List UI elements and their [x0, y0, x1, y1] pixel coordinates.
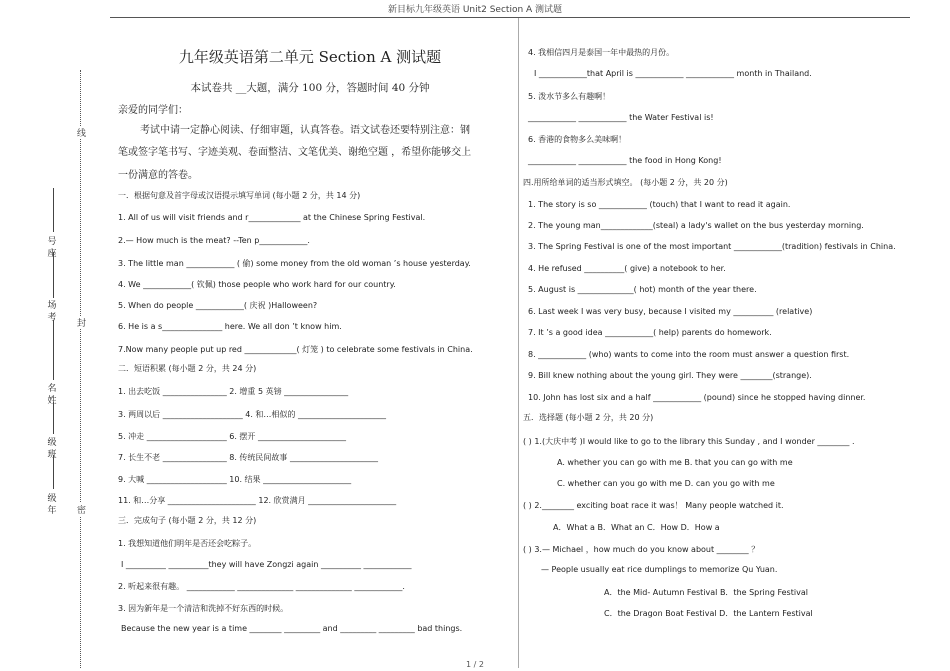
question-line: 6. He is a s_______________ here. We all don ’t know him.	[118, 322, 342, 331]
question-line: 5. August is ______________( hot) month of the year there.	[528, 285, 757, 294]
grade-line	[53, 455, 54, 489]
question-line: 6. 香港的食物多么美味啊！	[528, 135, 627, 144]
intro-line-1: 考试中请一定静心阅读、仔细审题，认真答卷。语文试卷还要特别注意：钢	[140, 125, 470, 136]
question-line: 3. The Spring Festival is one of the most important ____________(tradition) festivals in China.	[528, 242, 896, 251]
question-line: 1. All of us will visit friends and r_____________ at the Chinese Spring Festival.	[118, 213, 426, 222]
question-line: ____________ ____________ the food in Hong Kong!	[528, 156, 722, 165]
question-line: Because the new year is a time ________ _________ and _________ _________ bad things.	[121, 624, 463, 633]
question-line: A．What a B．What an C．How D．How a	[553, 523, 720, 532]
question-line: 1. The story is so ____________ (touch) that I want to read it again.	[528, 200, 791, 209]
intro-line-2: 笔或签字笔书写、字迹美观、卷面整洁、文笔优美、谢绝空题 ，希望你能够交上	[118, 147, 472, 158]
question-line: 7.Now many people put up red _____________( 灯笼 ) to celebrate some festivals in China.	[118, 345, 473, 354]
column-divider	[518, 18, 519, 668]
grade-label: 级 年	[47, 494, 57, 516]
page-number: 1 / 2	[466, 660, 484, 669]
name-line	[53, 320, 54, 380]
question-line: 2.— How much is the meat? --Ten p____________.	[118, 236, 310, 245]
question-line: 7. 长生不老 ________________ 8. 传统民间故事 ______________________	[118, 453, 378, 462]
question-line: I __________ __________they will have Zongzi again __________ ____________	[121, 560, 412, 569]
section-heading: 二．短语积累 (每小题 2 分，共 24 分)	[118, 364, 257, 373]
binding-dotted-line	[80, 70, 81, 668]
question-line: ( ) 2.________ exciting boat race it was！ Many people watched it.	[523, 501, 784, 510]
exam-room-label: 场 考	[47, 301, 57, 323]
question-line: 5. When do people ____________( 庆祝 )Halloween?	[118, 301, 318, 310]
question-line: 7. It ’s a good idea ____________( help) parents do homework.	[528, 328, 772, 337]
question-line: 1. 我想知道他们明年是否还会吃粽子。	[118, 539, 257, 548]
exam-room-line	[53, 252, 54, 298]
question-line: 8. ____________ (who) wants to come into the room must answer a question first.	[528, 350, 850, 359]
seat-number-label: 号 座	[47, 237, 57, 259]
question-line: 5. 泼水节多么有趣啊！	[528, 92, 611, 101]
page-header: 新目标九年级英语 Unit2 Section A 测试题	[387, 5, 563, 15]
question-line: 11. 和…分享 ______________________ 12. 欣赏满月 ______________________	[118, 496, 397, 505]
intro-line-3: 一份满意的答卷。	[118, 170, 198, 181]
binding-word-feng: 封	[77, 316, 86, 329]
section-heading: 一．根据句意及首字母或汉语提示填写单词 (每小题 2 分，共 14 分)	[118, 191, 361, 200]
question-line: 3. 因为新年是一个清洁和洗掉不好东西的时候。	[118, 604, 289, 613]
class-line	[53, 402, 54, 434]
question-line: I ____________that April is ____________ ____________ month in Thailand.	[534, 69, 812, 78]
page-title: 九年级英语第二单元 Section A 测试题	[178, 48, 442, 66]
question-line: 10. John has lost six and a half ____________ (pound) since he stopped having dinner.	[528, 393, 866, 402]
section-heading: 三．完成句子 (每小题 2 分，共 12 分)	[118, 516, 257, 525]
question-line: 9. Bill knew nothing about the young girl. They were ________(strange).	[528, 371, 812, 380]
question-line: C. whether can you go with me D. can you go with me	[557, 479, 775, 488]
question-line: 2. The young man_____________(steal) a lady's wallet on the bus yesterday morning.	[528, 221, 864, 230]
question-line: A. whether you can go with me B. that you can go with me	[557, 458, 793, 467]
binding-word-xian: 线	[77, 126, 86, 139]
section-heading: 五．选择题 (每小题 2 分，共 20 分)	[523, 413, 654, 422]
question-line: 9. 大喊 ____________________ 10. 结果 ______________________	[118, 475, 352, 484]
class-label: 级 班	[47, 438, 57, 460]
binding-word-mi: 密	[77, 503, 86, 516]
question-line: C．the Dragon Boat Festival D．the Lantern Festival	[604, 609, 813, 618]
question-line: ( ) 1.(大庆中考 )I would like to go to the library this Sunday , and I wonder ________ .	[523, 437, 855, 446]
question-line: 1. 出去吃饭 ________________ 2. 增重 5 英镑 ________________	[118, 387, 349, 396]
question-line: 3. The little man ____________ ( 偷) some money from the old woman ’s house yesterday.	[118, 259, 471, 268]
question-line: 3. 两周以后 ____________________ 4. 和…相似的 ______________________	[118, 410, 386, 419]
question-line: 4. He refused __________( give) a notebook to her.	[528, 264, 726, 273]
question-line: ____________ ____________ the Water Festival is!	[528, 113, 714, 122]
greeting: 亲爱的同学们：	[118, 105, 188, 116]
question-line: 6. Last week I was very busy, because I visited my __________ (relative)	[528, 307, 813, 316]
exam-info: 本试卷共 __大题，满分 100 分，答题时间 40 分钟	[190, 82, 430, 94]
header-rule	[110, 17, 910, 18]
question-line: 5. 冲走 ____________________ 6. 摆开 ______________________	[118, 432, 346, 441]
section-heading: 四.用所给单词的适当形式填空。 (每小题 2 分，共 20 分)	[523, 178, 728, 187]
name-label: 名 姓	[47, 384, 57, 406]
seat-number-line	[53, 188, 54, 232]
question-line: 4. 我相信四月是泰国一年中最热的月份。	[528, 48, 675, 57]
question-line: A．the Mid- Autumn Festival B．the Spring Festival	[604, 588, 808, 597]
question-line: ( ) 3.— Michael ，how much do you know about ________ ？	[523, 545, 760, 554]
question-line: 4. We ____________( 钦佩) those people who work hard for our country.	[118, 280, 396, 289]
question-line: — People usually eat rice dumplings to memorize Qu Yuan.	[541, 565, 778, 574]
question-line: 2. 听起来很有趣。 ____________ ______________ ______________ ____________.	[118, 582, 405, 591]
